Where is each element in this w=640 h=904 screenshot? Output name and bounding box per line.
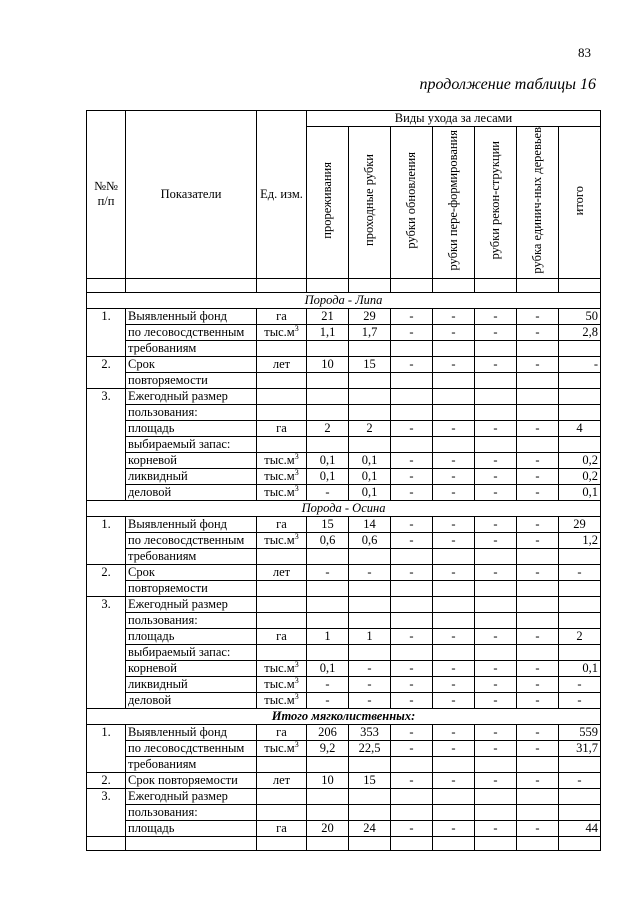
section-row	[87, 708, 601, 724]
value-cell: -	[517, 324, 559, 340]
table-row	[87, 340, 601, 356]
value-cell: 0,1	[307, 660, 349, 676]
unit-cell: $тыс.м^3$	[257, 692, 307, 708]
table-row	[87, 452, 601, 468]
unit-cell: $тыс.м^3$	[257, 468, 307, 484]
value-cell: -	[349, 564, 391, 580]
total-cell: -	[559, 564, 601, 580]
value-cell: -	[475, 660, 517, 676]
unit-cell: га	[257, 628, 307, 644]
value-cell: -	[475, 772, 517, 788]
header-indicators: Показатели	[126, 111, 257, 279]
value-cell: -	[475, 484, 517, 500]
page-number: 83	[578, 45, 591, 60]
total-cell: 31,7	[559, 740, 601, 756]
row-number: 2.	[87, 356, 126, 388]
value-cell: 0,1	[349, 452, 391, 468]
value-cell: -	[391, 452, 433, 468]
row-number: 3.	[87, 388, 126, 500]
row-number: 3.	[87, 788, 126, 836]
section-row	[87, 292, 601, 308]
row-label: площадь	[126, 820, 257, 836]
table-row	[87, 660, 601, 676]
row-label: выбираемый запас:	[126, 644, 257, 660]
section-title-osina: Порода - Осина	[87, 500, 601, 516]
row-label: Выявленный фонд	[126, 724, 257, 740]
row-number: 2.	[87, 564, 126, 596]
value-cell: -	[433, 420, 475, 436]
table-row	[87, 548, 601, 564]
value-cell: 2	[349, 420, 391, 436]
row-label: ликвидный	[126, 468, 257, 484]
unit-cell: га	[257, 724, 307, 740]
row-label: площадь	[126, 628, 257, 644]
footer-spacer-row	[87, 836, 601, 850]
table-row	[87, 324, 601, 340]
total-cell: 1,2	[559, 532, 601, 548]
value-cell: -	[475, 724, 517, 740]
total-cell: 0,1	[559, 484, 601, 500]
unit-cell: га	[257, 308, 307, 324]
value-cell: -	[391, 420, 433, 436]
row-label: Ежегодный размер	[126, 388, 257, 404]
row-label: ликвидный	[126, 676, 257, 692]
value-cell: -	[433, 660, 475, 676]
unit-cell: $тыс.м^3$	[257, 452, 307, 468]
table-row	[87, 564, 601, 580]
table-row	[87, 676, 601, 692]
value-cell: 24	[349, 820, 391, 836]
value-cell: 9,2	[307, 740, 349, 756]
unit-cell: лет	[257, 356, 307, 372]
value-cell: -	[475, 628, 517, 644]
value-cell: -	[517, 676, 559, 692]
total-cell: 0,2	[559, 468, 601, 484]
value-cell: -	[349, 660, 391, 676]
value-cell: 0,1	[349, 468, 391, 484]
unit-cell: га	[257, 420, 307, 436]
value-cell: -	[307, 692, 349, 708]
value-cell: -	[433, 628, 475, 644]
total-cell: 4	[559, 420, 601, 436]
value-cell: -	[433, 468, 475, 484]
value-cell: 1,7	[349, 324, 391, 340]
value-cell: -	[475, 308, 517, 324]
value-cell: -	[517, 660, 559, 676]
value-cell: -	[475, 468, 517, 484]
value-cell: -	[391, 484, 433, 500]
value-cell: -	[517, 468, 559, 484]
value-cell: 15	[349, 772, 391, 788]
row-label: требованиям	[126, 340, 257, 356]
value-cell: -	[349, 676, 391, 692]
table-row	[87, 612, 601, 628]
unit-cell: $тыс.м^3$	[257, 660, 307, 676]
value-cell: -	[517, 516, 559, 532]
value-cell: -	[517, 420, 559, 436]
row-label: Выявленный фонд	[126, 308, 257, 324]
unit-cell: $тыс.м^3$	[257, 324, 307, 340]
value-cell: -	[475, 532, 517, 548]
total-cell: 2	[559, 628, 601, 644]
table-row	[87, 420, 601, 436]
value-cell: -	[517, 628, 559, 644]
unit-cell: га	[257, 820, 307, 836]
value-cell: -	[475, 740, 517, 756]
value-cell: -	[433, 516, 475, 532]
value-cell: -	[433, 740, 475, 756]
row-label: Ежегодный размер	[126, 788, 257, 804]
table-row	[87, 468, 601, 484]
table-row	[87, 596, 601, 612]
value-cell: -	[433, 452, 475, 468]
value-cell: -	[517, 740, 559, 756]
total-cell: 29	[559, 516, 601, 532]
table-row	[87, 484, 601, 500]
value-cell: 21	[307, 308, 349, 324]
header-col-passing-cuts: проходные рубки	[349, 127, 391, 279]
table-row	[87, 372, 601, 388]
value-cell: -	[433, 564, 475, 580]
value-cell: -	[433, 308, 475, 324]
value-cell: 20	[307, 820, 349, 836]
header-col-total: итого	[559, 127, 601, 279]
row-label: Срок повторяемости	[126, 772, 257, 788]
value-cell: 206	[307, 724, 349, 740]
header-col-renewal-cuts: рубки обновления	[391, 127, 433, 279]
total-cell: 0,1	[559, 660, 601, 676]
table-row	[87, 756, 601, 772]
unit-cell: лет	[257, 564, 307, 580]
value-cell: -	[433, 724, 475, 740]
value-cell: -	[517, 724, 559, 740]
total-cell: 2,8	[559, 324, 601, 340]
table-row	[87, 356, 601, 372]
value-cell: 0,1	[307, 452, 349, 468]
value-cell: -	[391, 356, 433, 372]
row-label: повторяемости	[126, 580, 257, 596]
unit-cell: $тыс.м^3$	[257, 532, 307, 548]
section-row	[87, 500, 601, 516]
value-cell: 353	[349, 724, 391, 740]
value-cell: -	[391, 308, 433, 324]
row-label: пользования:	[126, 804, 257, 820]
total-cell: 559	[559, 724, 601, 740]
row-number: 1.	[87, 724, 126, 772]
value-cell: -	[517, 564, 559, 580]
row-label: выбираемый запас:	[126, 436, 257, 452]
unit-cell: лет	[257, 772, 307, 788]
value-cell: -	[475, 516, 517, 532]
table-row	[87, 820, 601, 836]
value-cell: -	[475, 356, 517, 372]
total-cell: 0,2	[559, 452, 601, 468]
value-cell: -	[475, 420, 517, 436]
value-cell: 29	[349, 308, 391, 324]
table-row	[87, 740, 601, 756]
total-cell: 50	[559, 308, 601, 324]
table-continuation-caption: продолжение таблицы 16	[419, 76, 596, 93]
table-row	[87, 788, 601, 804]
unit-cell: $тыс.м^3$	[257, 484, 307, 500]
row-number: 1.	[87, 516, 126, 564]
value-cell: -	[391, 564, 433, 580]
unit-cell: га	[257, 516, 307, 532]
value-cell: 0,6	[349, 532, 391, 548]
value-cell: 22,5	[349, 740, 391, 756]
row-label: требованиям	[126, 548, 257, 564]
row-label: Срок	[126, 564, 257, 580]
row-number: 2.	[87, 772, 126, 788]
row-label: площадь	[126, 420, 257, 436]
value-cell: -	[391, 740, 433, 756]
value-cell: -	[433, 820, 475, 836]
value-cell: 1,1	[307, 324, 349, 340]
value-cell: 0,1	[349, 484, 391, 500]
table-row	[87, 308, 601, 324]
value-cell: -	[517, 356, 559, 372]
value-cell: -	[517, 692, 559, 708]
value-cell: -	[433, 676, 475, 692]
value-cell: -	[475, 452, 517, 468]
value-cell: -	[475, 676, 517, 692]
value-cell: 14	[349, 516, 391, 532]
value-cell: 0,6	[307, 532, 349, 548]
row-label: корневой	[126, 452, 257, 468]
section-title-lipa: Порода - Липа	[87, 292, 601, 308]
table-row	[87, 436, 601, 452]
value-cell: -	[391, 820, 433, 836]
header-care-types: Виды ухода за лесами	[307, 111, 601, 127]
value-cell: -	[391, 516, 433, 532]
value-cell: -	[517, 772, 559, 788]
value-cell: -	[391, 324, 433, 340]
value-cell: -	[349, 692, 391, 708]
value-cell: -	[391, 692, 433, 708]
value-cell: -	[433, 484, 475, 500]
row-label: пользования:	[126, 404, 257, 420]
value-cell: 15	[307, 516, 349, 532]
row-label: пользования:	[126, 612, 257, 628]
value-cell: -	[307, 484, 349, 500]
value-cell: -	[433, 324, 475, 340]
total-cell: -	[559, 692, 601, 708]
value-cell: -	[475, 692, 517, 708]
value-cell: -	[475, 820, 517, 836]
value-cell: 10	[307, 356, 349, 372]
value-cell: -	[433, 356, 475, 372]
value-cell: -	[391, 772, 433, 788]
value-cell: -	[517, 532, 559, 548]
section-title-total: Итого мягколиственных:	[87, 708, 601, 724]
total-cell: -	[559, 356, 601, 372]
table-row	[87, 724, 601, 740]
header-spacer-row	[87, 278, 601, 292]
value-cell: -	[391, 532, 433, 548]
value-cell: -	[433, 772, 475, 788]
table-row	[87, 692, 601, 708]
value-cell: -	[391, 724, 433, 740]
header-col-reconstruction-cuts: рубки рекон-струкции	[475, 127, 517, 279]
total-cell: -	[559, 772, 601, 788]
table-row	[87, 580, 601, 596]
row-label: повторяемости	[126, 372, 257, 388]
header-col-thinning: прореживания	[307, 127, 349, 279]
value-cell: -	[433, 692, 475, 708]
row-number: 3.	[87, 596, 126, 708]
total-cell: 44	[559, 820, 601, 836]
value-cell: 1	[307, 628, 349, 644]
row-label: Выявленный фонд	[126, 516, 257, 532]
value-cell: -	[391, 676, 433, 692]
table-row	[87, 388, 601, 404]
value-cell: -	[475, 564, 517, 580]
value-cell: -	[517, 820, 559, 836]
value-cell: -	[307, 564, 349, 580]
table-row	[87, 516, 601, 532]
table-row	[87, 644, 601, 660]
total-cell: -	[559, 676, 601, 692]
header-unit: Ед. изм.	[257, 111, 307, 279]
row-label: требованиям	[126, 756, 257, 772]
table-row	[87, 804, 601, 820]
value-cell: 0,1	[307, 468, 349, 484]
row-label: по лесовосдственным	[126, 740, 257, 756]
value-cell: -	[433, 532, 475, 548]
value-cell: 1	[349, 628, 391, 644]
value-cell: -	[307, 676, 349, 692]
row-label: Ежегодный размер	[126, 596, 257, 612]
row-label: Срок	[126, 356, 257, 372]
value-cell: 15	[349, 356, 391, 372]
table-row	[87, 532, 601, 548]
value-cell: -	[391, 628, 433, 644]
row-label: деловой	[126, 692, 257, 708]
value-cell: -	[517, 308, 559, 324]
header-num: №№ п/п	[87, 111, 126, 279]
row-label: по лесовосдственным	[126, 532, 257, 548]
value-cell: -	[391, 660, 433, 676]
unit-cell: $тыс.м^3$	[257, 740, 307, 756]
table-row	[87, 772, 601, 788]
row-label: корневой	[126, 660, 257, 676]
value-cell: 2	[307, 420, 349, 436]
forest-care-table	[86, 110, 601, 851]
value-cell: -	[517, 484, 559, 500]
header-col-single-tree-cut: рубка единич-ных деревьев	[517, 127, 559, 279]
value-cell: 10	[307, 772, 349, 788]
row-label: деловой	[126, 484, 257, 500]
row-label: по лесовосдственным	[126, 324, 257, 340]
value-cell: -	[391, 468, 433, 484]
value-cell: -	[517, 452, 559, 468]
header-col-reforming-cuts: рубки пере-формирования	[433, 127, 475, 279]
header-row-1	[87, 111, 601, 127]
unit-cell: $тыс.м^3$	[257, 676, 307, 692]
table-row	[87, 628, 601, 644]
table-row	[87, 404, 601, 420]
row-number: 1.	[87, 308, 126, 356]
value-cell: -	[475, 324, 517, 340]
